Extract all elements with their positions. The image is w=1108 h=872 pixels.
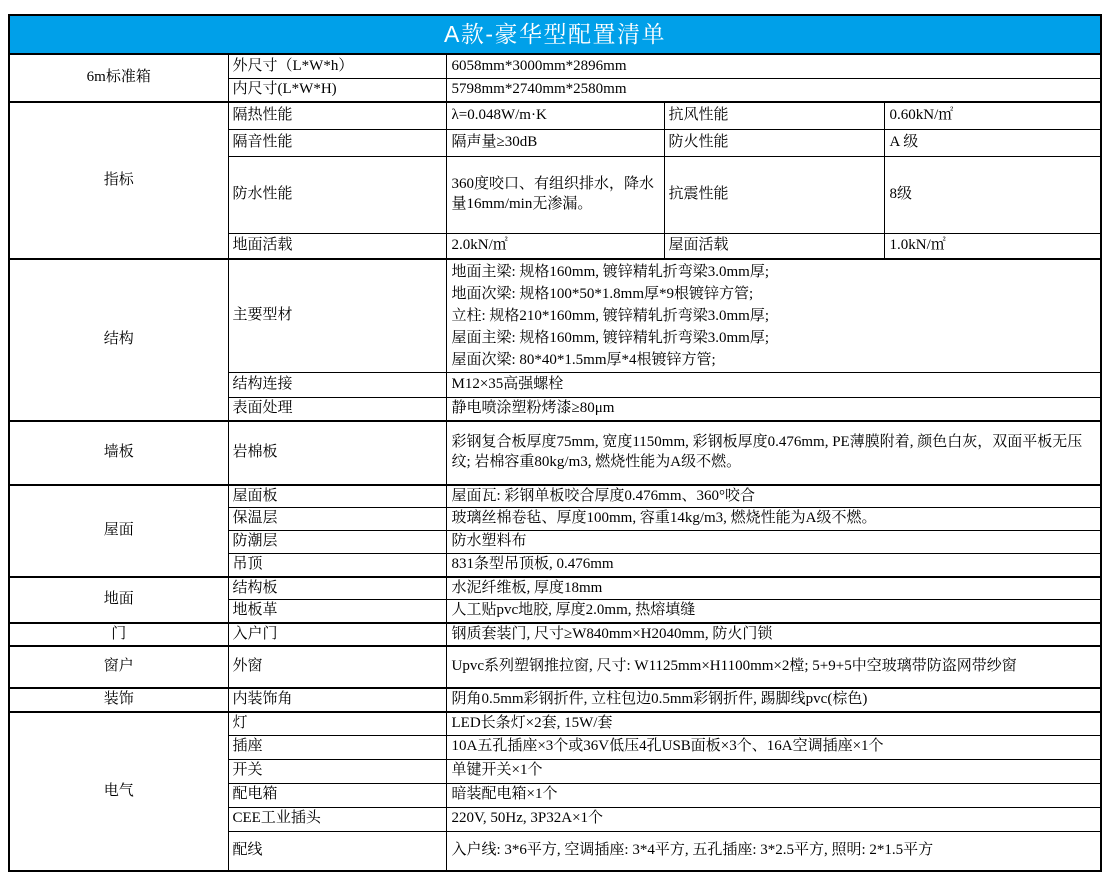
spec-value-cell	[446, 259, 1101, 373]
category-cell-structure: 结构	[9, 259, 228, 421]
value-line: 地面次梁: 规格100*50*1.8mm厚*9根镀锌方管;	[451, 286, 754, 302]
spec-label-cell: 表面处理	[228, 398, 446, 421]
spec-label-cell: 抗震性能	[664, 156, 884, 233]
spec-value-cell: A 级	[884, 129, 1101, 156]
spec-value-cell: 360度咬口、有组织排水，降水量16mm/min无渗漏。	[446, 156, 664, 233]
spec-label-cell: 地面活载	[228, 233, 446, 259]
category-cell-wall-panel: 墙板	[9, 421, 228, 485]
spec-value-cell: 5798mm*2740mm*2580mm	[446, 78, 1101, 102]
spec-label-cell: 防火性能	[664, 129, 884, 156]
spec-value-cell: 玻璃丝棉卷毡、厚度100mm, 容重14kg/m3, 燃烧性能为A级不燃。	[446, 508, 1101, 531]
spec-label-cell: 外尺寸（L*W*h）	[228, 54, 446, 78]
value-line: 地面主梁: 规格160mm, 镀锌精轧折弯梁3.0mm厚;	[451, 264, 770, 280]
spec-value-cell: 钢质套装门, 尺寸≥W840mm×H2040mm, 防火门锁	[446, 623, 1101, 647]
spec-label-cell: 灯	[228, 712, 446, 735]
spec-value-cell: 静电喷涂塑粉烤漆≥80μm	[446, 398, 1101, 421]
spec-value-cell: 8级	[884, 156, 1101, 233]
spec-value-cell: 屋面瓦: 彩钢单板咬合厚度0.476mm、360°咬合	[446, 485, 1101, 508]
spec-label-cell: 结构连接	[228, 373, 446, 398]
spec-value-cell: 防水塑料布	[446, 531, 1101, 554]
spec-label-cell: 插座	[228, 735, 446, 759]
spec-label-cell: 开关	[228, 759, 446, 783]
spec-label-cell: 吊顶	[228, 554, 446, 577]
category-cell-decoration: 装饰	[9, 688, 228, 712]
spec-value-cell: 220V, 50Hz, 3P32A×1个	[446, 807, 1101, 831]
spec-value-cell: 隔声量≥30dB	[446, 129, 664, 156]
spec-label-cell: 外窗	[228, 646, 446, 688]
spec-value-cell: 水泥纤维板, 厚度18mm	[446, 577, 1101, 600]
category-cell-roof: 屋面	[9, 485, 228, 577]
category-cell-door: 门	[9, 623, 228, 647]
spec-label-cell: 内尺寸(L*W*H)	[228, 78, 446, 102]
spec-value-cell: 单键开关×1个	[446, 759, 1101, 783]
spec-value-cell: 0.60kN/㎡	[884, 102, 1101, 129]
spec-label-cell: 结构板	[228, 577, 446, 600]
spec-label-cell: 防潮层	[228, 531, 446, 554]
value-line: 立柱: 规格210*160mm, 镀锌精轧折弯梁3.0mm厚;	[451, 308, 770, 324]
spec-value-cell: 6058mm*3000mm*2896mm	[446, 54, 1101, 78]
spec-value-cell: 1.0kN/㎡	[884, 233, 1101, 259]
spec-value-cell: M12×35高强螺栓	[446, 373, 1101, 398]
category-cell-indicators: 指标	[9, 102, 228, 259]
value-line: 屋面主梁: 规格160mm, 镀锌精轧折弯梁3.0mm厚;	[451, 330, 770, 346]
spec-label-cell: 主要型材	[228, 259, 446, 373]
value-line: 屋面次梁: 80*40*1.5mm厚*4根镀锌方管;	[451, 352, 716, 368]
spec-label-cell: 内装饰角	[228, 688, 446, 712]
spec-value-cell: 暗装配电箱×1个	[446, 783, 1101, 807]
spec-value-cell: 人工贴pvc地胶, 厚度2.0mm, 热熔填缝	[446, 600, 1101, 623]
spec-table	[8, 14, 1102, 872]
spec-value-cell: 入户线: 3*6平方, 空调插座: 3*4平方, 五孔插座: 3*2.5平方, 照明: 2*1.5平方	[446, 831, 1101, 871]
spec-label-cell: 配电箱	[228, 783, 446, 807]
spec-value-cell: LED长条灯×2套, 15W/套	[446, 712, 1101, 735]
spec-label-cell: 防水性能	[228, 156, 446, 233]
spec-value-cell: λ=0.048W/m·K	[446, 102, 664, 129]
spec-value-cell: 彩钢复合板厚度75mm, 宽度1150mm, 彩钢板厚度0.476mm, PE薄膜附着, 颜色白灰，双面平板无压纹; 岩棉容重80kg/m3, 燃烧性能为A级不燃。	[446, 421, 1101, 485]
spec-label-cell: 配线	[228, 831, 446, 871]
category-cell-floor: 地面	[9, 577, 228, 623]
spec-label-cell: 地板革	[228, 600, 446, 623]
table-title: A款-豪华型配置清单	[9, 15, 1101, 54]
spec-label-cell: 隔音性能	[228, 129, 446, 156]
spec-label-cell: 保温层	[228, 508, 446, 531]
category-cell-electrical: 电气	[9, 712, 228, 871]
spec-value-cell: Upvc系列塑钢推拉窗, 尺寸: W1125mm×H1100mm×2樘; 5+9+5中空玻璃带防盗网带纱窗	[446, 646, 1101, 688]
spec-label-cell: 屋面板	[228, 485, 446, 508]
spec-label-cell: 入户门	[228, 623, 446, 647]
spec-value-cell: 831条型吊顶板, 0.476mm	[446, 554, 1101, 577]
spec-value-cell: 阴角0.5mm彩钢折件, 立柱包边0.5mm彩钢折件, 踢脚线pvc(棕色)	[446, 688, 1101, 712]
spec-label-cell: 岩棉板	[228, 421, 446, 485]
category-cell-window: 窗户	[9, 646, 228, 688]
spec-label-cell: 抗风性能	[664, 102, 884, 129]
spec-value-cell: 10A五孔插座×3个或36V低压4孔USB面板×3个、16A空调插座×1个	[446, 735, 1101, 759]
spec-value-cell: 2.0kN/㎡	[446, 233, 664, 259]
spec-label-cell: 隔热性能	[228, 102, 446, 129]
category-cell-6m-box: 6m标准箱	[9, 54, 228, 102]
spec-label-cell: 屋面活载	[664, 233, 884, 259]
spec-label-cell: CEE工业插头	[228, 807, 446, 831]
